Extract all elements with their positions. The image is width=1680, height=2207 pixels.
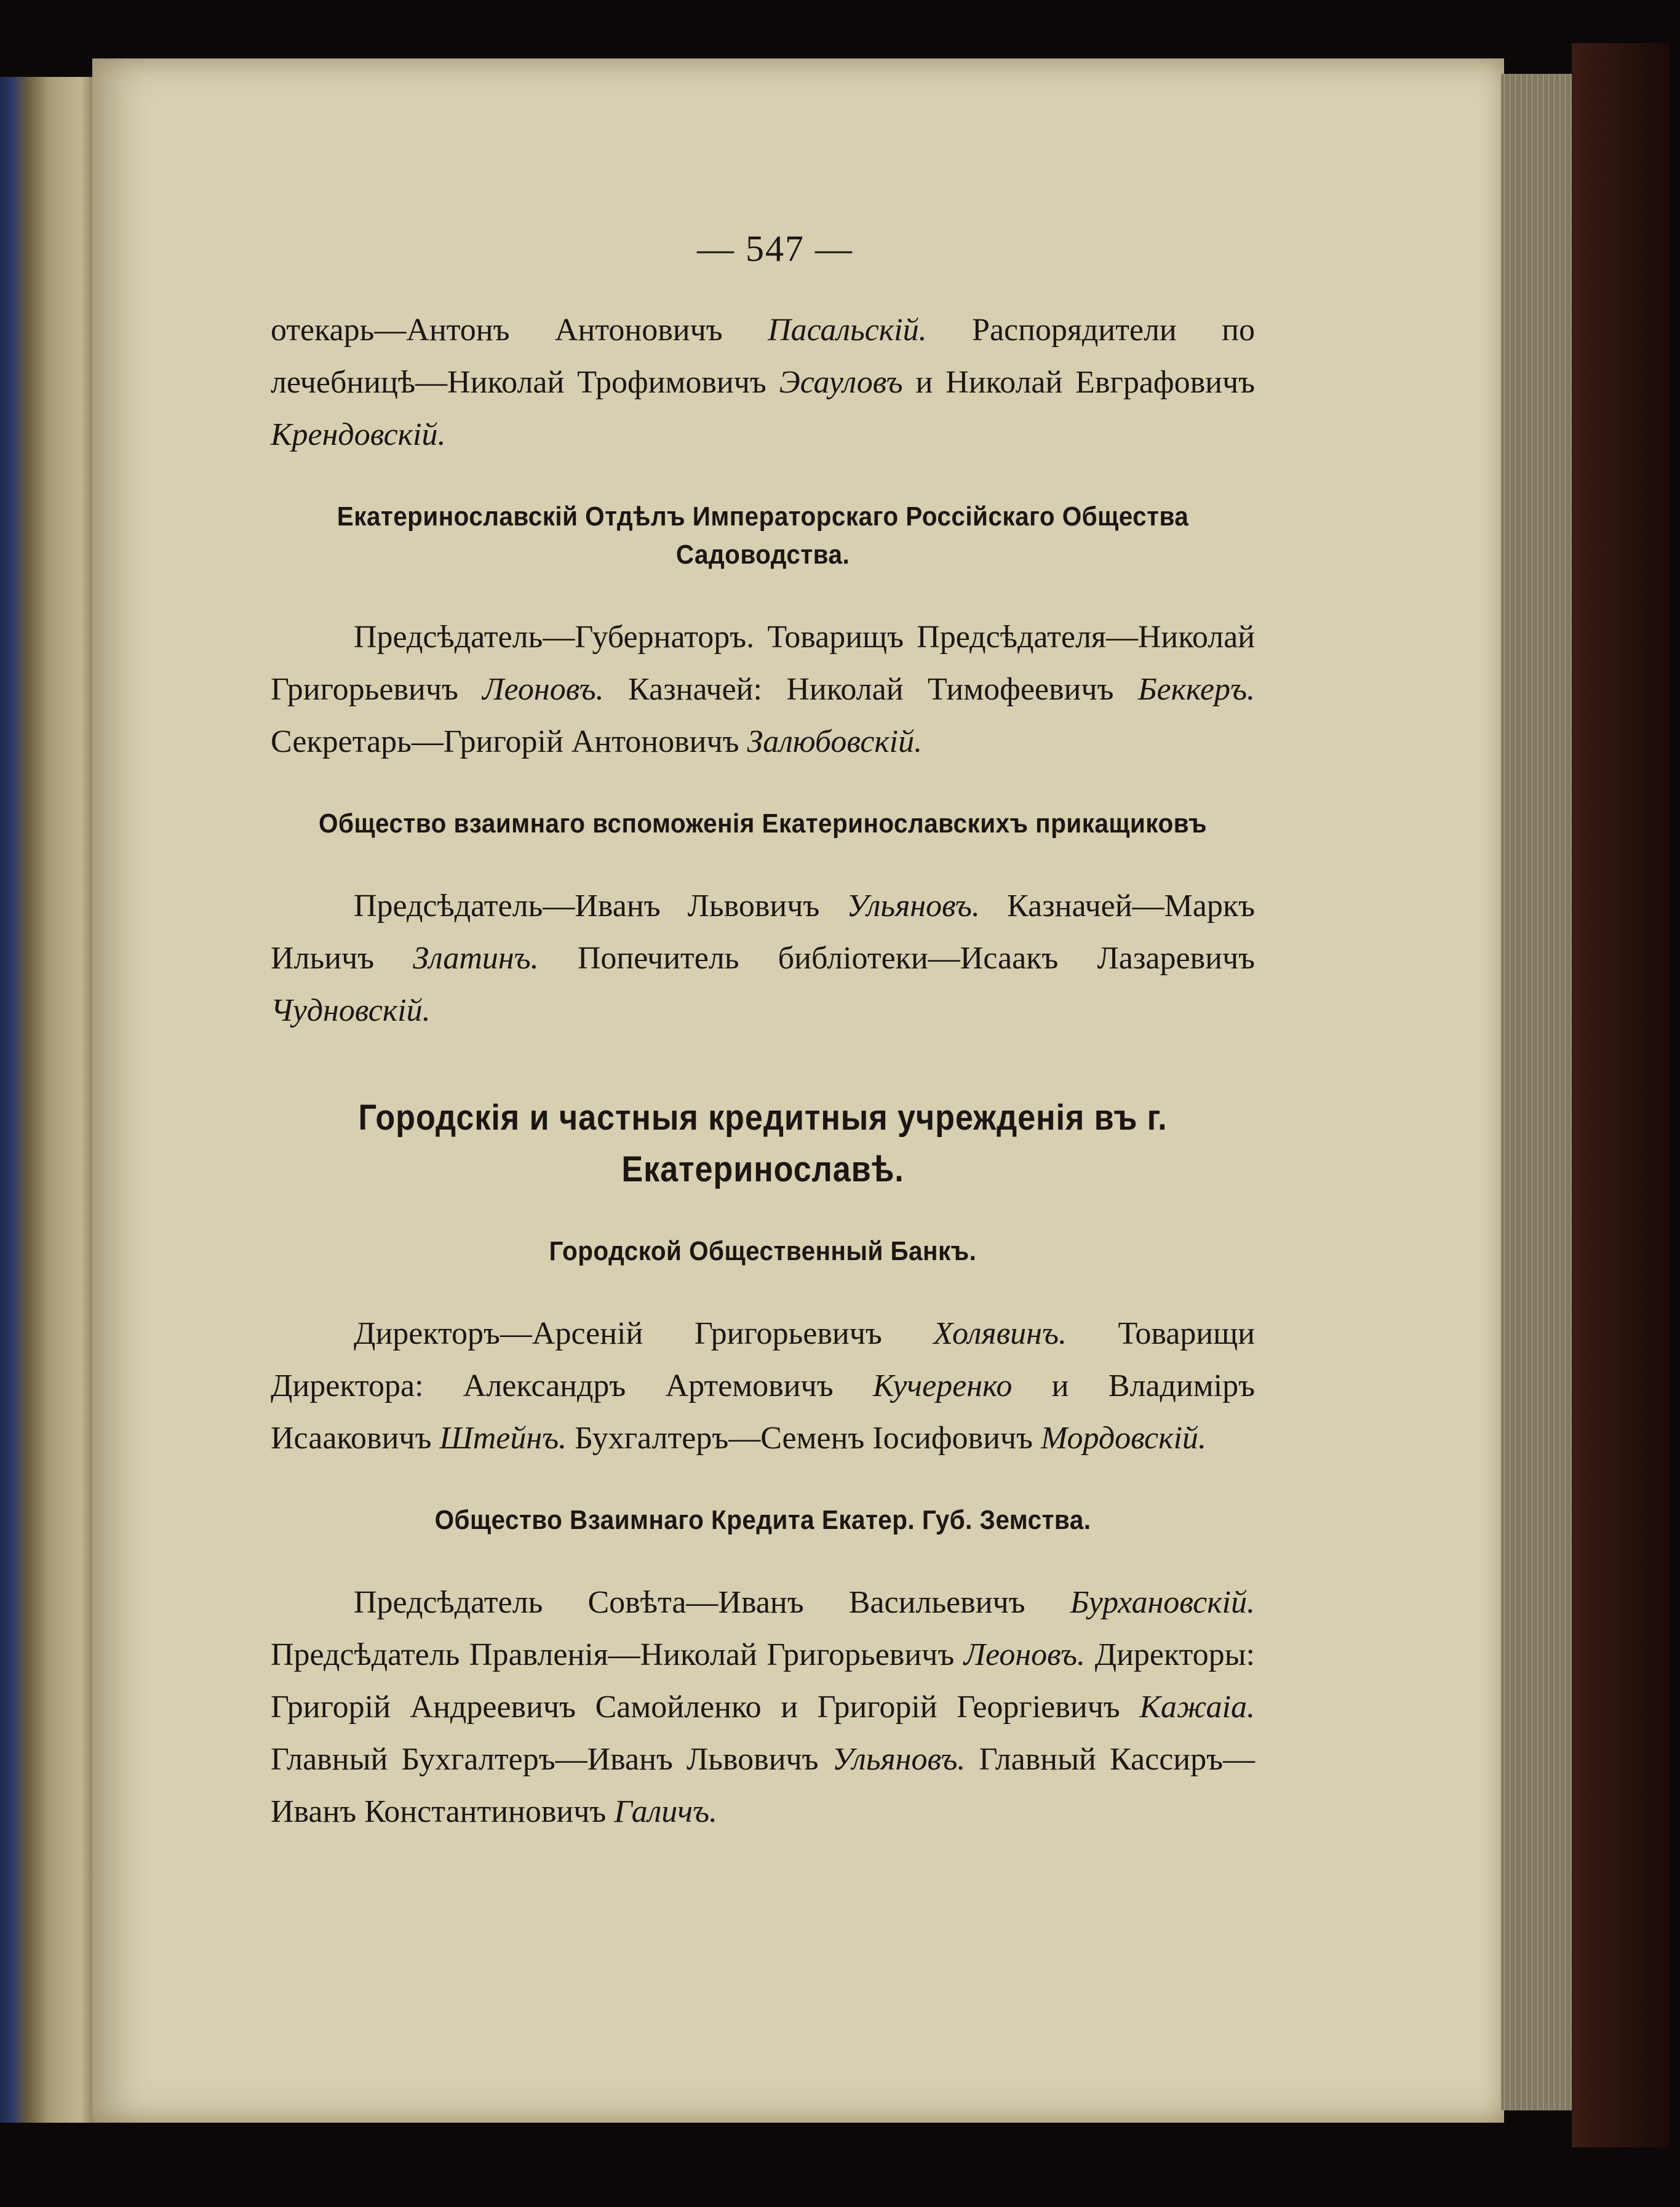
- paragraph: [271, 1307, 1255, 1464]
- page-stack-edge: [1501, 74, 1572, 2110]
- book-cover: [1572, 43, 1670, 2147]
- surname-italic: Холявинъ.: [933, 1316, 1067, 1351]
- text-run: Предсѣдатель—Губернаторъ. Товарищъ Предсѣдателя—Николай Григорьевичъ: [271, 620, 1255, 707]
- surname-italic: Чудновскій.: [271, 993, 431, 1028]
- text-run: Предсѣдатель Совѣта—Иванъ Васильевичъ: [354, 1585, 1070, 1620]
- subheading: Екатеринославскій Отдѣлъ Императорскаго Россійскаго Общества Садоводства.: [336, 501, 1189, 570]
- text-run: и Николай Евграфовичъ: [902, 365, 1256, 400]
- subheading: Общество Взаимнаго Кредита Екатер. Губ. Земства.: [434, 1505, 1091, 1535]
- surname-italic: Мордовскій.: [1040, 1421, 1206, 1456]
- paragraph: [271, 880, 1255, 1037]
- surname-italic: Залюбовскій.: [747, 724, 923, 759]
- surname-italic: Пасальскій.: [768, 313, 927, 348]
- text-flow: [271, 304, 1255, 1838]
- page-content: [271, 228, 1255, 1838]
- surname-italic: Галичъ.: [614, 1794, 718, 1829]
- surname-italic: Леоновъ.: [963, 1637, 1086, 1672]
- text-run: Секретарь—Григорій Антоновичъ: [271, 724, 747, 759]
- text-run: и Владиміръ Исааковичъ: [271, 1368, 1255, 1456]
- text-run: Предсѣдатель Правленія—Николай Григорьевичъ: [271, 1637, 964, 1672]
- surname-italic: Леоновъ.: [482, 672, 604, 707]
- surname-italic: Кажаіа.: [1139, 1690, 1255, 1725]
- page-number: — 547 —: [697, 228, 853, 269]
- text-run: Казначей: Николай Тимофеевичъ: [603, 672, 1138, 707]
- paragraph: [271, 304, 1255, 461]
- left-page-edge: [0, 77, 98, 2123]
- surname-italic: Эсауловъ: [779, 365, 903, 400]
- surname-italic: Ульяновъ.: [846, 888, 980, 924]
- surname-italic: Беккеръ.: [1137, 672, 1255, 707]
- paragraph: [271, 1576, 1255, 1838]
- surname-italic: Златинъ.: [413, 941, 539, 976]
- text-run: Попечитель библіотеки—Исаакъ Лазаревичъ: [538, 941, 1255, 976]
- text-run: Директоръ—Арсеній Григорьевичъ: [354, 1316, 934, 1351]
- text-run: отекарь—Антонъ Антоновичъ: [271, 313, 768, 348]
- text-run: Распорядители по лечебницѣ—Николай Трофимовичъ: [271, 313, 1255, 400]
- subheading: Общество взаимнаго вспоможенія Екатеринославскихъ прикащиковъ: [319, 808, 1207, 839]
- section-heading: Городскія и частныя кредитныя учрежденія въ г. Екатеринославѣ.: [358, 1098, 1168, 1189]
- text-run: Главный Бухгалтеръ—Иванъ Львовичъ: [271, 1742, 832, 1777]
- text-run: Предсѣдатель—Иванъ Львовичъ: [354, 888, 847, 924]
- text-run: Бухгалтеръ—Семенъ Іосифовичъ: [567, 1421, 1041, 1456]
- surname-italic: Штейнъ.: [439, 1421, 567, 1456]
- subheading: Городской Общественный Банкъ.: [549, 1236, 977, 1266]
- text-run: Главный Кассиръ—Иванъ Константиновичъ: [271, 1742, 1255, 1829]
- text-run: Казначей—Маркъ Ильичъ: [271, 888, 1255, 976]
- surname-italic: Ульяновъ.: [832, 1742, 966, 1777]
- surname-italic: Крендовскій.: [271, 417, 446, 452]
- text-run: Директоры: Григорій Андреевичъ Самойленко и Григорій Георгіевичъ: [271, 1637, 1255, 1725]
- text-run: Товарищи Директора: Александръ Артемовичъ: [271, 1316, 1256, 1403]
- surname-italic: Кучеренко: [872, 1368, 1013, 1403]
- paragraph: [271, 611, 1255, 768]
- surname-italic: Бурхановскій.: [1070, 1585, 1255, 1620]
